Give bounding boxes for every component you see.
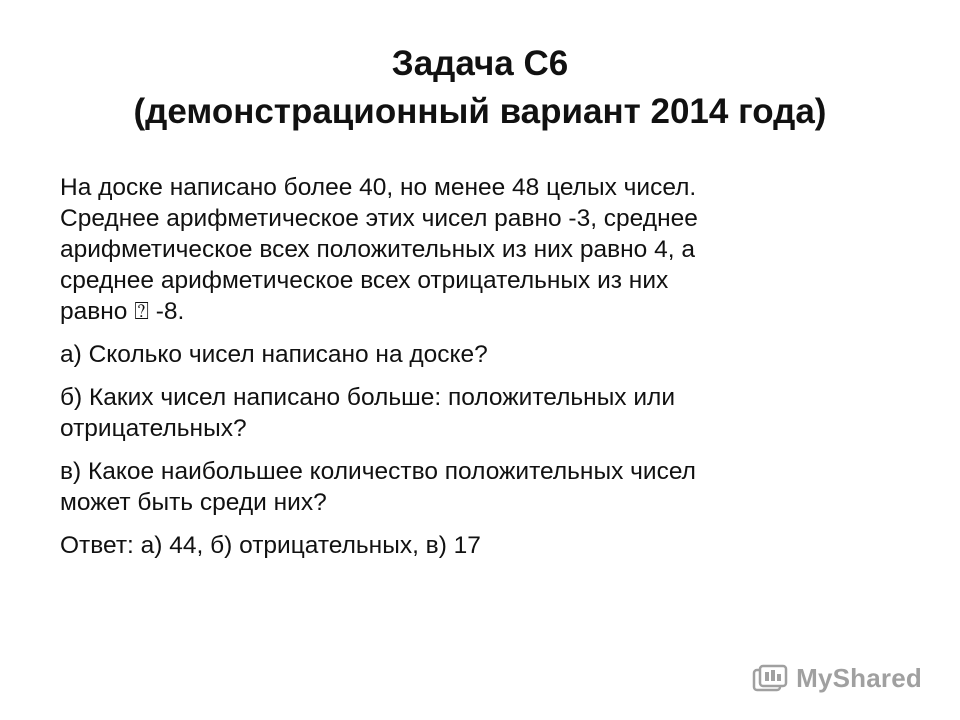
question-b-line-2: отрицательных?	[60, 415, 247, 442]
answer	[60, 530, 920, 561]
problem-line-5: равно ⍰ -8.	[60, 298, 185, 325]
question-c-line-1: в) Какое наибольшее количество положительных чисел	[60, 458, 696, 485]
problem-line-2: Среднее арифметическое этих чисел равно -3, среднее	[60, 205, 698, 232]
mysharer-logo-icon	[752, 664, 790, 694]
problem-line-1: На доске написано более 40, но менее 48 целых чисел.	[60, 174, 697, 201]
title-line-1: Задача С6	[391, 44, 569, 83]
question-a	[60, 339, 920, 370]
question-a-line-1: а) Сколько чисел написано на доске?	[60, 341, 488, 368]
question-b	[60, 382, 920, 444]
slide-body	[60, 172, 920, 573]
question-c-line-2: может быть среди них?	[60, 489, 327, 516]
slide-title	[60, 40, 900, 136]
problem-statement	[60, 172, 920, 327]
problem-line-3: арифметическое всех положительных из них равно 4, а	[60, 236, 695, 263]
question-b-line-1: б) Каких чисел написано больше: положительных или	[60, 384, 676, 411]
watermark-logo[interactable]	[752, 663, 922, 694]
title-line-2: (демонстрационный вариант 2014 года)	[133, 92, 827, 131]
answer-line: Ответ: а) 44, б) отрицательных, в) 17	[60, 532, 481, 559]
problem-line-4: среднее арифметическое всех отрицательных из них	[60, 267, 669, 294]
watermark-text: MyShared	[796, 663, 922, 693]
question-c	[60, 456, 920, 518]
